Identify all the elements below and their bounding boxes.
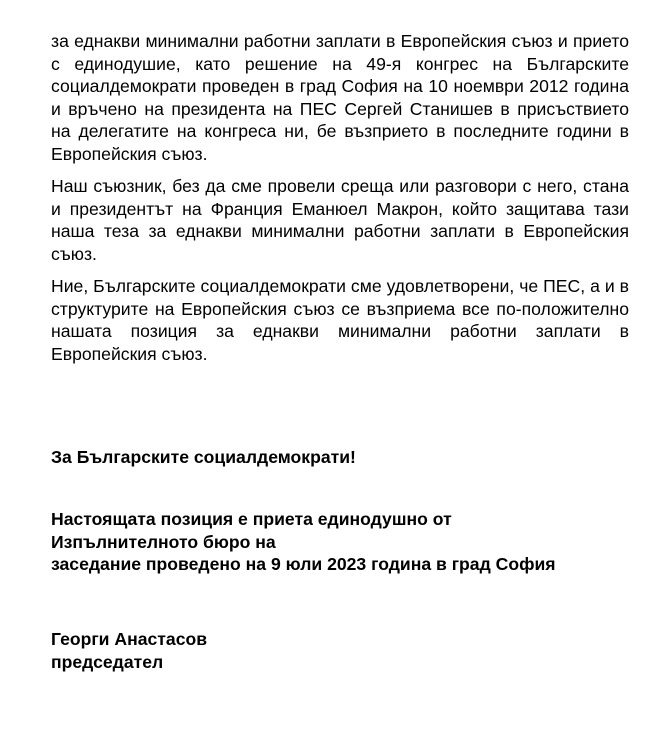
signatory-name: Георги Анастасов xyxy=(51,629,208,649)
adoption-line-3: заседание проведено на 9 юли 2023 година в град София xyxy=(51,554,556,574)
adoption-line-1: Настоящата позиция е приета единодушно от xyxy=(51,509,452,529)
paragraph-2: Наш съюзник, без да сме провели среща или разговори с него, стана и президентът на Франция Еманюел Макрон, който защитава тази наша теза за еднакви минимални работни заплати в Европейския съюз. xyxy=(51,176,629,264)
slogan: За Българските социалдемократи! xyxy=(51,447,356,467)
signatory-title: председател xyxy=(51,651,164,672)
adoption-line-2: Изпълнителното бюро на xyxy=(51,531,276,552)
paragraph-1: за еднакви минимални работни заплати в Европейския съюз и прието с единодушие, като решение на 49-я конгрес на Българските социалдемократи проведен в град София на 10 ноември 2012 година и връчено на президента на ПЕС Сергей Станишев в присъствието на делегатите на конгреса ни, бе възприето в последните години в Европейския съюз. xyxy=(51,31,629,164)
slogan-block xyxy=(51,446,629,469)
paragraph-3: Ние, Българските социалдемократи сме удовлетворени, че ПЕС, а и в структурите на Европейския съюз се възприема все по-положително нашата позиция за еднакви минимални работни заплати в Европейския съюз. xyxy=(51,276,629,364)
document-body xyxy=(51,30,629,365)
adoption-block xyxy=(51,508,629,576)
signature-block xyxy=(51,628,629,673)
